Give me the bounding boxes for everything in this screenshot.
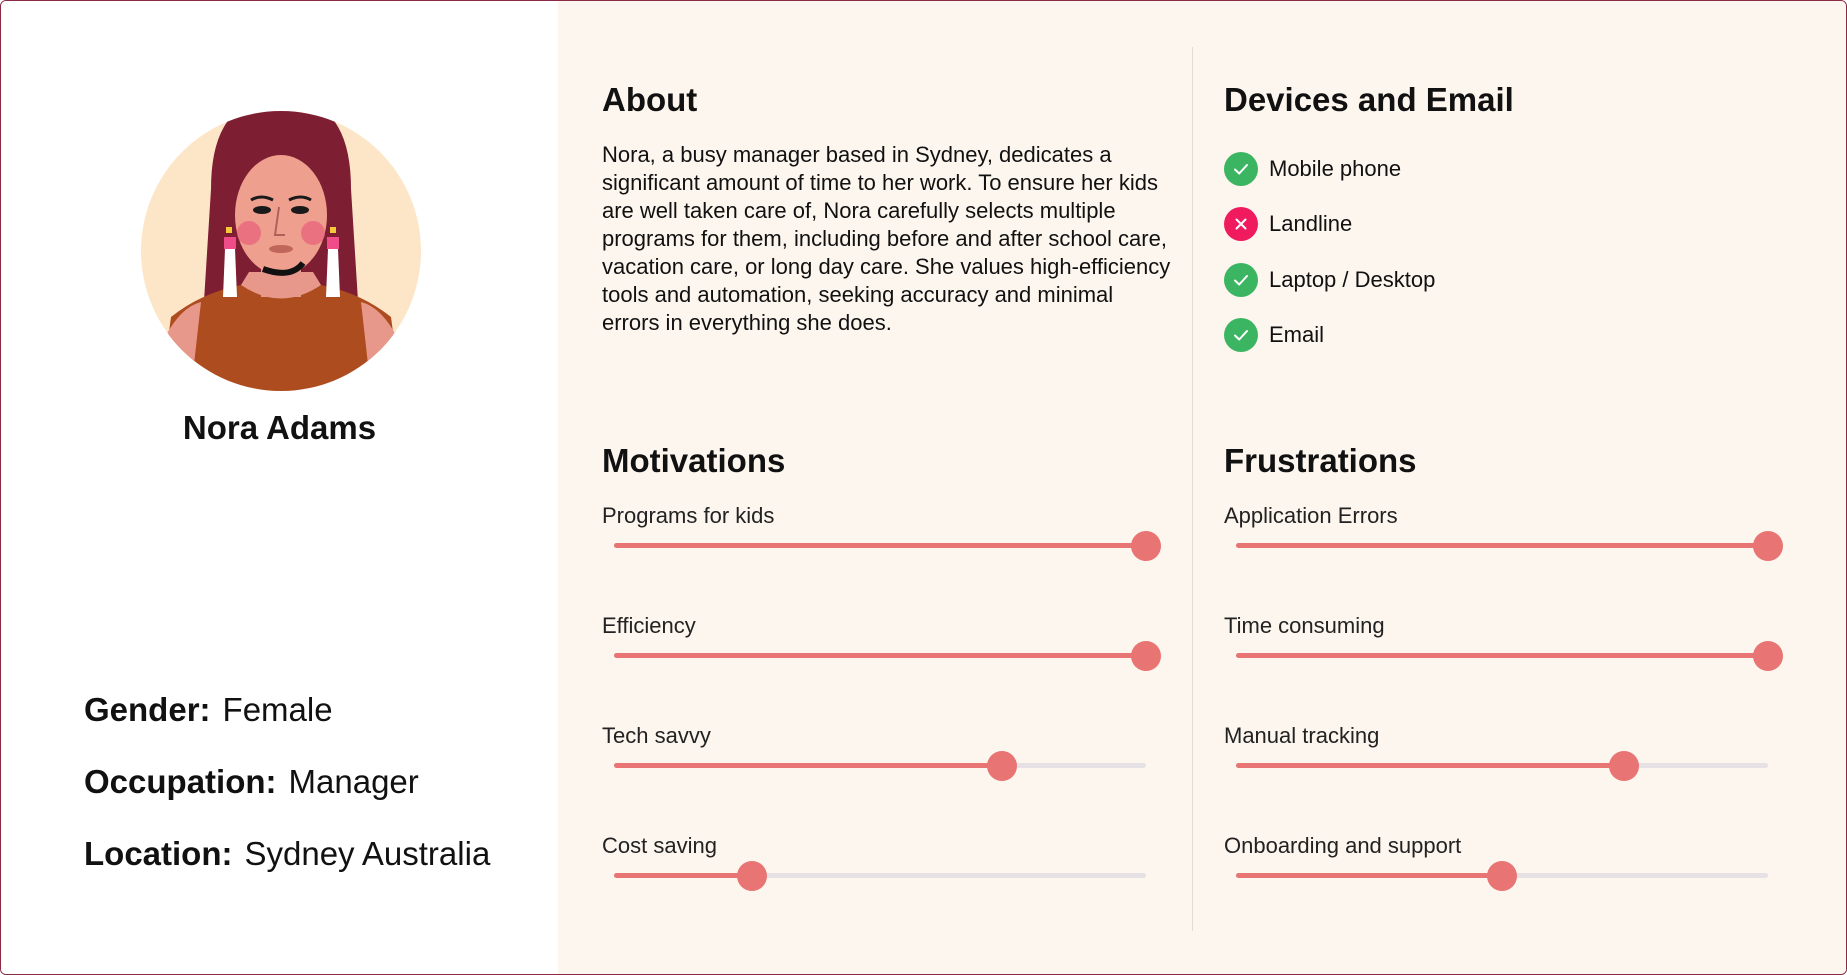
slider-track[interactable] [1236, 653, 1768, 658]
device-label: Mobile phone [1269, 155, 1402, 181]
slider-thumb[interactable] [737, 861, 767, 891]
fact-value: Sydney Australia [244, 835, 491, 872]
device-label: Email [1269, 322, 1325, 348]
slider-fill [1236, 653, 1768, 658]
persona-facts [84, 691, 490, 907]
check-icon [1224, 152, 1258, 186]
fact-label: Location: [84, 835, 233, 872]
about-title: About [602, 81, 698, 118]
slider-label: Tech savvy [602, 723, 711, 748]
motivation-slider [602, 833, 1162, 933]
slider-label: Time consuming [1224, 613, 1385, 638]
frustration-slider [1224, 833, 1784, 933]
slider-thumb[interactable] [987, 751, 1017, 781]
devices-title: Devices and Email [1224, 81, 1514, 118]
fact-location [84, 835, 490, 907]
slider-thumb[interactable] [1131, 531, 1161, 561]
device-item [1224, 197, 1435, 253]
motivation-slider [602, 503, 1162, 603]
slider-thumb[interactable] [1753, 641, 1783, 671]
slider-track[interactable] [1236, 763, 1768, 768]
slider-track[interactable] [614, 763, 1146, 768]
slider-fill [1236, 873, 1502, 878]
slider-fill [1236, 763, 1624, 768]
fact-label: Occupation: [84, 763, 277, 800]
check-icon [1224, 263, 1258, 297]
slider-thumb[interactable] [1609, 751, 1639, 781]
slider-label: Programs for kids [602, 503, 775, 528]
slider-thumb[interactable] [1753, 531, 1783, 561]
cross-icon [1224, 207, 1258, 241]
slider-label: Onboarding and support [1224, 833, 1462, 858]
column-divider [1192, 47, 1193, 931]
slider-label: Manual tracking [1224, 723, 1380, 748]
frustration-slider [1224, 503, 1784, 603]
slider-track[interactable] [1236, 873, 1768, 878]
frustration-slider [1224, 613, 1784, 713]
about-text: Nora, a busy manager based in Sydney, dedicates a significant amount of time to her work. To ensure her kids are well taken care of, Nora carefully selects multiple programs for them, including before and after school care, vacation care, or long day care. She values high-efficiency tools and automation, seeking accuracy and minimal errors in everything she does. [602, 142, 1171, 335]
device-item [1224, 252, 1435, 308]
fact-value: Manager [288, 763, 419, 800]
slider-track[interactable] [614, 543, 1146, 548]
avatar [141, 97, 421, 391]
motivation-slider [602, 613, 1162, 713]
fact-label: Gender: [84, 691, 211, 728]
motivations-title: Motivations [602, 442, 786, 479]
slider-fill [614, 763, 1002, 768]
devices-list [1224, 141, 1435, 363]
slider-track[interactable] [614, 873, 1146, 878]
device-label: Laptop / Desktop [1269, 266, 1436, 292]
check-icon [1224, 318, 1258, 352]
motivation-slider [602, 723, 1162, 823]
device-item [1224, 141, 1435, 197]
frustrations-title: Frustrations [1224, 442, 1417, 479]
device-label: Landline [1269, 211, 1353, 237]
frustration-slider [1224, 723, 1784, 823]
slider-fill [614, 873, 752, 878]
fact-gender [84, 691, 490, 763]
slider-track[interactable] [614, 653, 1146, 658]
slider-label: Efficiency [602, 613, 696, 638]
slider-label: Application Errors [1224, 503, 1398, 528]
slider-track[interactable] [1236, 543, 1768, 548]
fact-occupation [84, 763, 490, 835]
slider-fill [614, 543, 1146, 548]
slider-thumb[interactable] [1487, 861, 1517, 891]
slider-fill [1236, 543, 1768, 548]
slider-label: Cost saving [602, 833, 717, 858]
slider-thumb[interactable] [1131, 641, 1161, 671]
slider-fill [614, 653, 1146, 658]
fact-value: Female [222, 691, 333, 728]
device-item [1224, 308, 1435, 364]
profile-panel [1, 1, 558, 974]
persona-name: Nora Adams [182, 409, 377, 446]
